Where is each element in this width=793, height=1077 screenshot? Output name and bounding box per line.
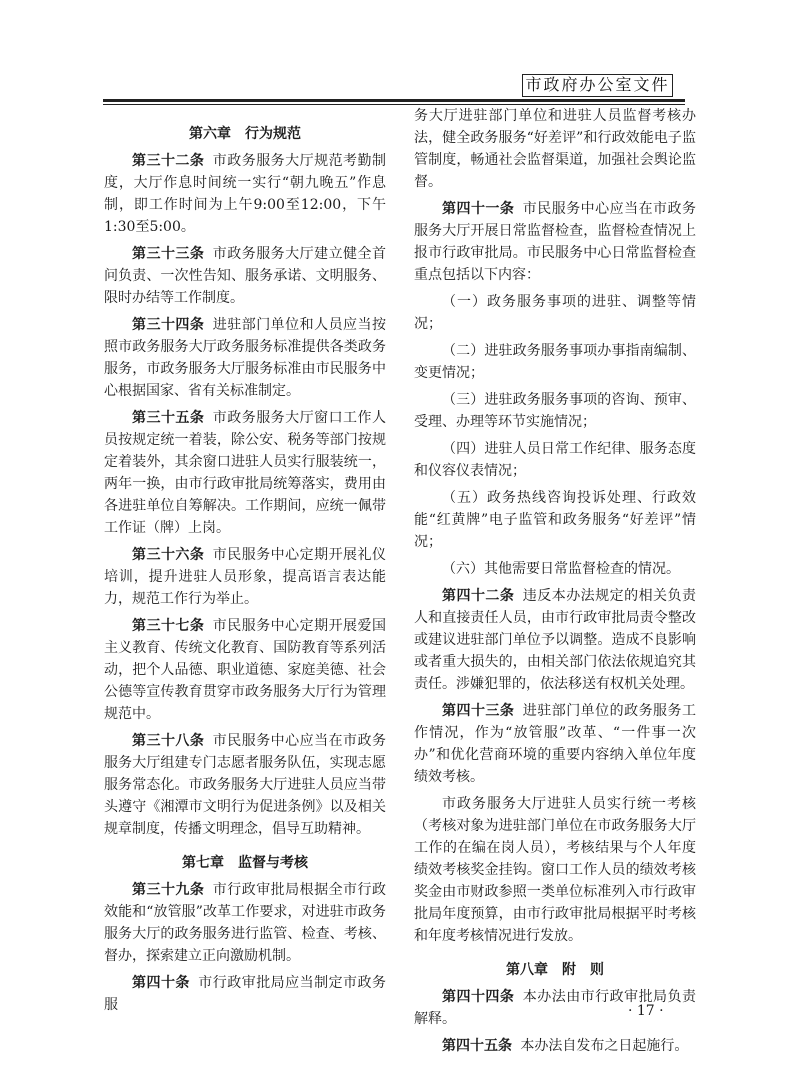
article-38 — [104, 730, 386, 840]
article-37 — [104, 615, 386, 725]
article-40 — [104, 972, 386, 1016]
article-42-text: 违反本办法规定的相关负责人和直接责任人员，由市行政审批局责令整改或建议进驻部门单位予以调整。造成不良影响或者重大损失的，由相关部门依法依规追究其责任。涉嫌犯罪的，依法移送有权机关处理。 — [414, 588, 697, 692]
article-36 — [104, 544, 386, 610]
list-item: （六）其他需要日常监督检查的情况。 — [442, 561, 680, 577]
article-34-text: 进驻部门单位和人员应当按照市政务服务大厅政务服务标准提供各类政务服务，市政务服务大厅服务标准由市民服务中心根据国家、省有关标准制定。 — [104, 317, 387, 399]
list-item: （五）政务热线咨询投诉处理、行政效能“红黄牌”电子监管和政务服务“好差评”情况； — [414, 490, 696, 550]
article-32 — [104, 150, 386, 238]
article-45 — [414, 1035, 696, 1057]
chapter-8-heading: 第八章 附 则 — [506, 962, 604, 978]
article-41-text: 市民服务中心应当在市政务服务大厅开展日常监督检查，监督检查情况上报市行政审批局。市民服务中心日常监督检查重点包括以下内容： — [414, 201, 697, 283]
article-42 — [414, 585, 696, 695]
article-39-number: 第三十九条 — [132, 882, 205, 898]
list-item: （三）进驻政务服务事项的咨询、预审、受理、办理等环节实施情况； — [414, 392, 696, 430]
article-32-number: 第三十二条 — [132, 153, 205, 169]
article-43-text: 进驻部门单位的政务服务工作情况，作为“放管服”改革、“一件事一次办”和优化营商环境的重要内容纳入单位年度绩效考核。 — [414, 703, 697, 785]
exam-paragraph: 市政务服务大厅进驻人员实行统一考核（考核对象为进驻部门单位在市政务服务大厅工作的在编在岗人员），考核结果与个人年度绩效考核奖金挂钩。窗口工作人员的绩效考核奖金由市财政参照一类单位标准列入市行政审批局年度预算，由市行政审批局根据平时考核和年度考核情况进行发放。 — [414, 796, 696, 944]
article-34-number: 第三十四条 — [132, 317, 205, 333]
article-36-number: 第三十六条 — [132, 547, 205, 563]
article-38-text: 市民服务中心应当在市政务服务大厅组建专门志愿者服务队伍，实现志愿服务常态化。市政务服务大厅进驻人员应当带头遵守《湘潭市文明行为促进条例》以及相关规章制度，传播文明理念，倡导互助精神。 — [104, 733, 387, 837]
article-43-number: 第四十三条 — [442, 703, 515, 719]
article-45-text: 本办法自发布之日起施行。 — [520, 1038, 689, 1054]
article-41 — [414, 198, 696, 286]
article-40-text: 市行政审批局应当制定市政务服 — [104, 975, 387, 1013]
article-35 — [104, 407, 386, 539]
article-38-number: 第三十八条 — [132, 733, 205, 749]
chapter-7-heading: 第七章 监督与考核 — [182, 855, 308, 871]
list-item: （二）进驻政务服务事项办事指南编制、变更情况； — [414, 343, 696, 381]
article-36-text: 市民服务中心定期开展礼仪培训，提升进驻人员形象，提高语言表达能力，规范工作行为举止。 — [104, 547, 387, 607]
article-33-text: 市政务服务大厅建立健全首问负责、一次性告知、服务承诺、文明服务、限时办结等工作制度。 — [104, 246, 387, 306]
article-44-text: 本办法由市行政审批局负责解释。 — [414, 989, 697, 1027]
article-40-number: 第四十条 — [132, 975, 190, 991]
article-45-number: 第四十五条 — [442, 1038, 512, 1054]
page-number: · 17 · — [628, 1003, 664, 1019]
list-item: （一）政务服务事项的进驻、调整等情况； — [414, 294, 696, 332]
article-40-continued: 务大厅进驻部门单位和进驻人员监督考核办法，健全政务服务“好差评”和行政效能电子监管制度，畅通社会监督渠道，加强社会舆论监督。 — [414, 108, 696, 190]
article-37-text: 市民服务中心定期开展爱国主义教育、传统文化教育、国防教育等系列活动，把个人品德、职业道德、家庭美德、社会公德等宣传教育贯穿市政务服务大厅行为管理规范中。 — [104, 618, 387, 722]
left-column — [104, 123, 386, 1016]
article-41-number: 第四十一条 — [442, 201, 515, 217]
chapter-6-heading: 第六章 行为规范 — [189, 126, 301, 142]
article-42-number: 第四十二条 — [442, 588, 515, 604]
article-39-text: 市行政审批局根据全市行政效能和“放管服”改革工作要求，对进驻市政务服务大厅的政务服务进行监管、检查、考核、督办，探索建立正向激励机制。 — [104, 882, 387, 964]
article-37-number: 第三十七条 — [132, 618, 205, 634]
article-39 — [104, 879, 386, 967]
article-33 — [104, 243, 386, 309]
article-35-number: 第三十五条 — [132, 410, 205, 426]
header-rule-thick — [103, 99, 685, 102]
article-43 — [414, 700, 696, 788]
article-33-number: 第三十三条 — [132, 246, 205, 262]
right-column — [414, 105, 696, 1057]
article-32-text: 市政务服务大厅规范考勤制度，大厅作息时间统一实行“朝九晚五”作息制，即工作时间为上午9:00至12:00，下午1:30至5:00。 — [104, 153, 387, 235]
article-35-text: 市政务服务大厅窗口工作人员按规定统一着装，除公安、税务等部门按规定着装外，其余窗口进驻人员实行服装统一，两年一换，由市行政审批局统筹落实，费用由各进驻单位自筹解决。工作期间，应统一佩带工作证（牌）上岗。 — [104, 410, 387, 536]
article-34 — [104, 314, 386, 402]
header-title: 市政府办公室文件 — [522, 74, 673, 97]
article-44-number: 第四十四条 — [442, 989, 515, 1005]
list-item: （四）进驻人员日常工作纪律、服务态度和仪容仪表情况； — [414, 441, 696, 479]
